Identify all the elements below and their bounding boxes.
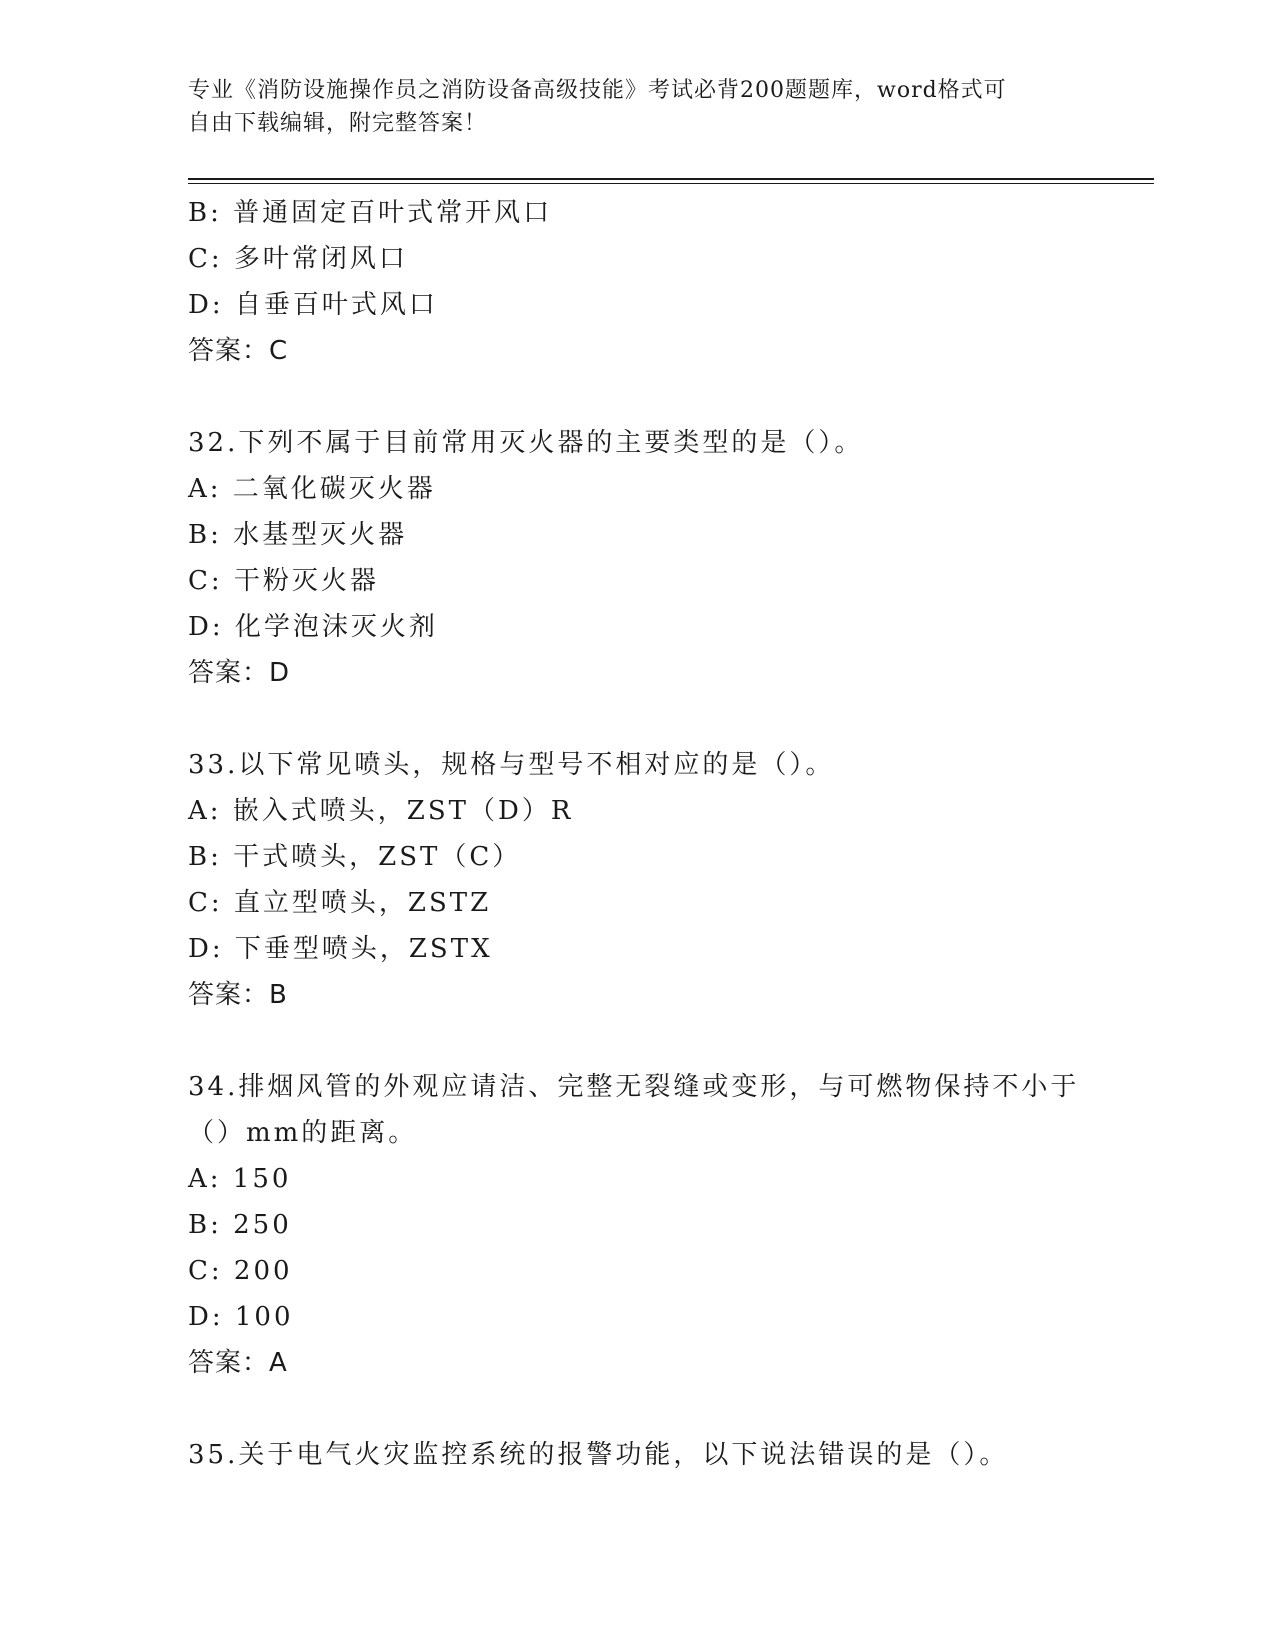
header-divider-thin [188, 183, 1154, 184]
answer: 答案：D [188, 658, 291, 688]
option-b: B: 水基型灭火器 [188, 520, 408, 550]
answer: 答案：C [188, 336, 289, 366]
option-b: B: 普通固定百叶式常开风口 [188, 198, 553, 228]
spacer [188, 1386, 1088, 1432]
answer: 答案：B [188, 980, 288, 1010]
option-d: D: 自垂百叶式风口 [188, 290, 438, 320]
question-33 [188, 742, 1088, 1018]
header-divider-thick [188, 178, 1154, 180]
option-c: C: 200 [188, 1256, 293, 1286]
option-c: C: 多叶常闭风口 [188, 244, 408, 274]
option-a: A: 嵌入式喷头，ZST（D）R [188, 796, 574, 826]
option-c: C: 干粉灭火器 [188, 566, 379, 596]
spacer [188, 374, 1088, 420]
question-32 [188, 420, 1088, 696]
question-stem: 35.关于电气火灾监控系统的报警功能，以下说法错误的是（）。 [188, 1440, 1009, 1470]
option-d: D: 下垂型喷头，ZSTX [188, 934, 493, 964]
answer: 答案：A [188, 1348, 288, 1378]
option-b: B: 干式喷头，ZST（C） [188, 842, 522, 872]
option-b: B: 250 [188, 1210, 292, 1240]
option-a: A: 二氧化碳灭火器 [188, 474, 436, 504]
option-a: A: 150 [188, 1164, 292, 1194]
option-d: D: 化学泡沫灭火剂 [188, 612, 438, 642]
question-35 [188, 1432, 1088, 1478]
header-line-1: 专业《消防设施操作员之消防设备高级技能》考试必背200题题库，word格式可 [188, 78, 1007, 103]
question-stem: 33.以下常见喷头，规格与型号不相对应的是（）。 [188, 750, 835, 780]
question-stem-line-1: 34.排烟风管的外观应请洁、完整无裂缝或变形，与可燃物保持不小于 [188, 1072, 1080, 1102]
option-c: C: 直立型喷头，ZSTZ [188, 888, 492, 918]
option-d: D: 100 [188, 1302, 294, 1332]
header-line-2: 自由下载编辑，附完整答案！ [188, 111, 488, 136]
question-31 [188, 190, 1088, 374]
document-header [188, 74, 1068, 140]
question-stem: 32.下列不属于目前常用灭火器的主要类型的是（）。 [188, 428, 864, 458]
question-list [188, 190, 1088, 1478]
spacer [188, 1018, 1088, 1064]
question-34 [188, 1064, 1088, 1386]
question-stem-line-2: （）mm的距离。 [188, 1118, 418, 1148]
spacer [188, 696, 1088, 742]
